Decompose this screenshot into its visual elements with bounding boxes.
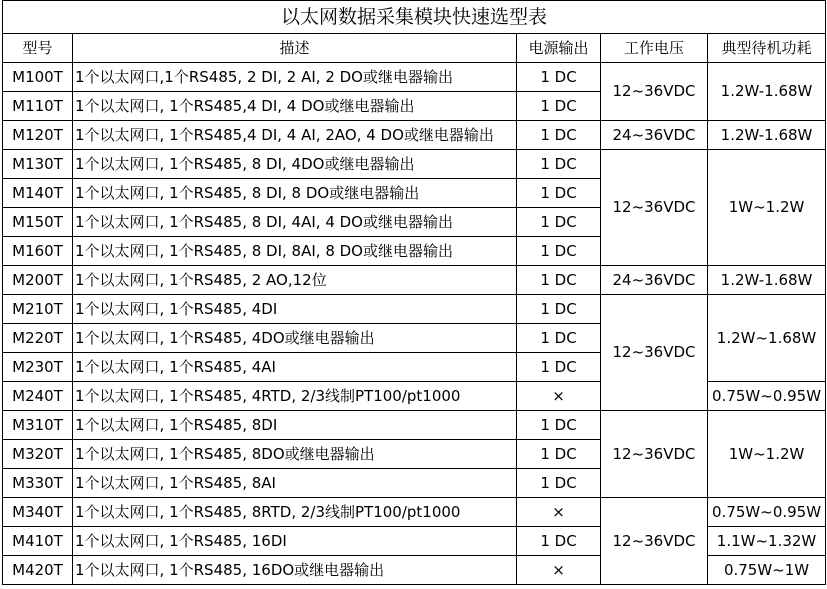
model-cell: M200T: [3, 266, 73, 295]
power-output-cell: 1 DC: [517, 527, 601, 556]
table-row: [3, 295, 826, 324]
standby-power-cell: 0.75W~0.95W: [708, 498, 826, 527]
model-cell: M240T: [3, 382, 73, 411]
power-output-cell: 1 DC: [517, 237, 601, 266]
description-cell: 1个以太网口, 1个RS485, 8 DI, 4AI, 4 DO或继电器输出: [73, 208, 517, 237]
power-output-cell: 1 DC: [517, 266, 601, 295]
description-cell: 1个以太网口, 1个RS485,4 DI, 4 AI, 2AO, 4 DO或继电器输出: [73, 121, 517, 150]
standby-power-cell: 1.1W~1.32W: [708, 527, 826, 556]
power-output-cell: 1 DC: [517, 353, 601, 382]
description-cell: 1个以太网口, 1个RS485, 4AI: [73, 353, 517, 382]
description-cell: 1个以太网口, 1个RS485, 8DI: [73, 411, 517, 440]
table-row: [3, 63, 826, 92]
description-cell: 1个以太网口, 1个RS485, 4DI: [73, 295, 517, 324]
table-row: [3, 150, 826, 179]
standby-power-cell: 1.2W-1.68W: [708, 266, 826, 295]
model-cell: M110T: [3, 92, 73, 121]
voltage-cell: 12~36VDC: [601, 411, 708, 498]
table-row: [3, 411, 826, 440]
selection-table: [2, 0, 826, 585]
power-output-cell: 1 DC: [517, 295, 601, 324]
description-cell: 1个以太网口, 1个RS485, 8RTD, 2/3线制PT100/pt1000: [73, 498, 517, 527]
power-output-cell: 1 DC: [517, 150, 601, 179]
standby-power-cell: 1.2W-1.68W: [708, 63, 826, 121]
description-cell: 1个以太网口,1个RS485, 2 DI, 2 AI, 2 DO或继电器输出: [73, 63, 517, 92]
power-output-cell: 1 DC: [517, 324, 601, 353]
description-cell: 1个以太网口, 1个RS485, 8 DI, 8AI, 8 DO或继电器输出: [73, 237, 517, 266]
model-cell: M340T: [3, 498, 73, 527]
model-cell: M140T: [3, 179, 73, 208]
model-cell: M410T: [3, 527, 73, 556]
voltage-cell: 24~36VDC: [601, 121, 708, 150]
power-output-cell: 1 DC: [517, 208, 601, 237]
model-cell: M100T: [3, 63, 73, 92]
header-row: [3, 34, 826, 63]
description-cell: 1个以太网口, 1个RS485, 16DI: [73, 527, 517, 556]
model-cell: M320T: [3, 440, 73, 469]
power-output-cell: ×: [517, 382, 601, 411]
model-cell: M130T: [3, 150, 73, 179]
model-cell: M420T: [3, 556, 73, 585]
standby-power-cell: 1W~1.2W: [708, 411, 826, 498]
power-output-cell: 1 DC: [517, 469, 601, 498]
header-description: 描述: [73, 34, 517, 63]
standby-power-cell: 1W~1.2W: [708, 150, 826, 266]
description-cell: 1个以太网口, 1个RS485, 8 DI, 4DO或继电器输出: [73, 150, 517, 179]
standby-power-cell: 0.75W~0.95W: [708, 382, 826, 411]
description-cell: 1个以太网口, 1个RS485, 4DO或继电器输出: [73, 324, 517, 353]
voltage-cell: 12~36VDC: [601, 150, 708, 266]
description-cell: 1个以太网口, 1个RS485,4 DI, 4 DO或继电器输出: [73, 92, 517, 121]
power-output-cell: 1 DC: [517, 179, 601, 208]
table-row: [3, 266, 826, 295]
voltage-cell: 24~36VDC: [601, 266, 708, 295]
power-output-cell: 1 DC: [517, 121, 601, 150]
description-cell: 1个以太网口, 1个RS485, 16DO或继电器输出: [73, 556, 517, 585]
power-output-cell: 1 DC: [517, 411, 601, 440]
model-cell: M310T: [3, 411, 73, 440]
power-output-cell: ×: [517, 498, 601, 527]
voltage-cell: 12~36VDC: [601, 498, 708, 585]
description-cell: 1个以太网口, 1个RS485, 4RTD, 2/3线制PT100/pt1000: [73, 382, 517, 411]
header-voltage: 工作电压: [601, 34, 708, 63]
model-cell: M150T: [3, 208, 73, 237]
standby-power-cell: 0.75W~1W: [708, 556, 826, 585]
model-cell: M230T: [3, 353, 73, 382]
model-cell: M330T: [3, 469, 73, 498]
table-row: [3, 498, 826, 527]
header-standby-power: 典型待机功耗: [708, 34, 826, 63]
description-cell: 1个以太网口, 1个RS485, 8DO或继电器输出: [73, 440, 517, 469]
table-row: [3, 121, 826, 150]
power-output-cell: 1 DC: [517, 440, 601, 469]
header-model: 型号: [3, 34, 73, 63]
description-cell: 1个以太网口, 1个RS485, 8 DI, 8 DO或继电器输出: [73, 179, 517, 208]
power-output-cell: ×: [517, 556, 601, 585]
description-cell: 1个以太网口, 1个RS485, 2 AO,12位: [73, 266, 517, 295]
model-cell: M220T: [3, 324, 73, 353]
header-power-output: 电源输出: [517, 34, 601, 63]
model-cell: M120T: [3, 121, 73, 150]
table-title: 以太网数据采集模块快速选型表: [3, 1, 826, 34]
voltage-cell: 12~36VDC: [601, 295, 708, 411]
description-cell: 1个以太网口, 1个RS485, 8AI: [73, 469, 517, 498]
standby-power-cell: 1.2W~1.68W: [708, 295, 826, 382]
power-output-cell: 1 DC: [517, 92, 601, 121]
model-cell: M160T: [3, 237, 73, 266]
model-cell: M210T: [3, 295, 73, 324]
standby-power-cell: 1.2W-1.68W: [708, 121, 826, 150]
voltage-cell: 12~36VDC: [601, 63, 708, 121]
title-row: [3, 1, 826, 34]
power-output-cell: 1 DC: [517, 63, 601, 92]
